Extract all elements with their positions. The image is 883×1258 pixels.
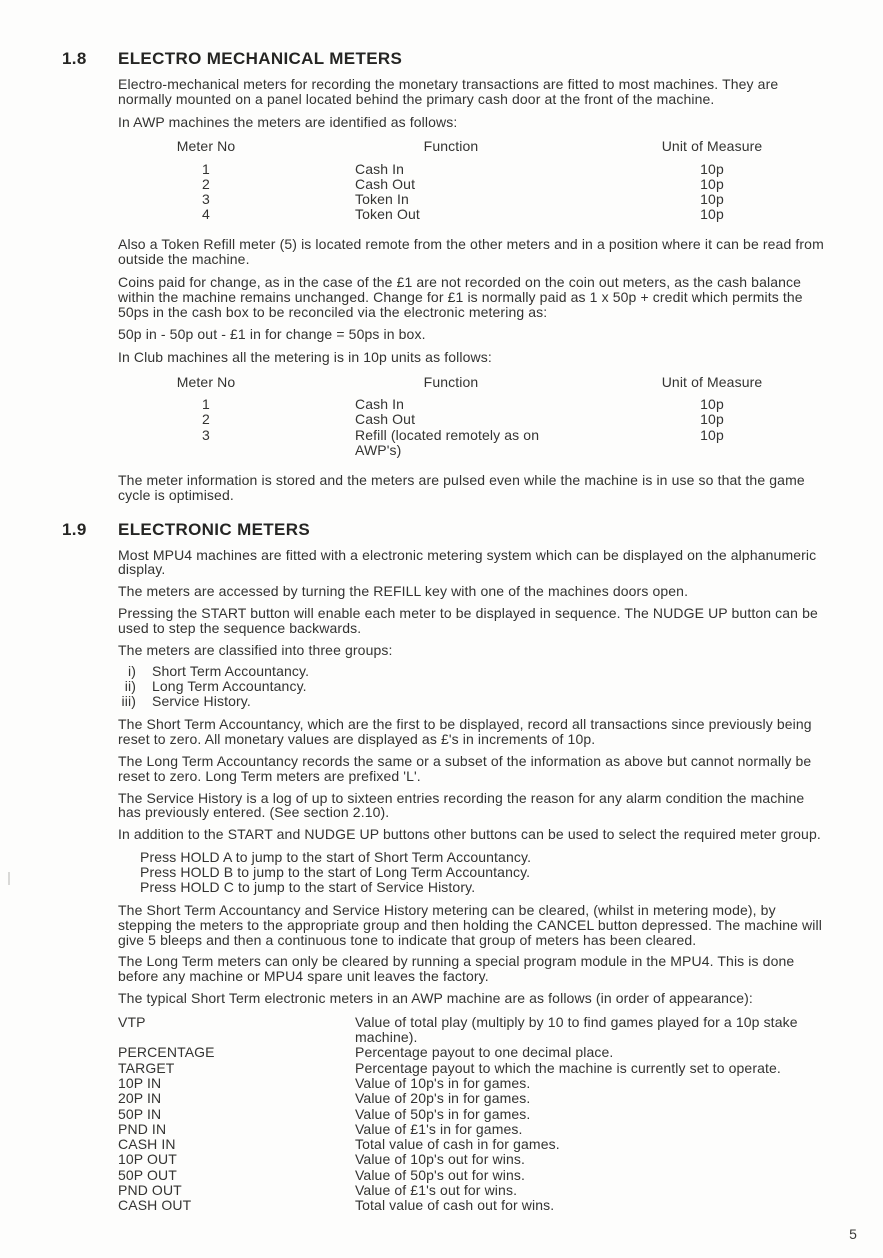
table-row [146,192,826,207]
column-header-unit: Unit of Measure [661,138,763,155]
awp-meters-table [146,139,826,222]
meter-definition-row [118,1168,826,1183]
section-heading [62,49,826,68]
list-marker: iii) [121,693,136,710]
club-meters-table [146,375,826,458]
paragraph: The meter information is stored and the meters are pulsed even while the machine is in use so that the game cycle is optimised. [118,472,805,503]
meter-description: Percentage payout to which the machine is currently set to operate. [355,1059,781,1076]
table-row [146,428,826,458]
meter-definition-row [118,1091,826,1106]
paragraph: Most MPU4 machines are fitted with a electronic metering system which can be displayed on the alphanumeric display. [118,546,817,578]
cell-unit: 10p [700,411,724,428]
table-header-row [146,139,826,154]
section-title: ELECTRONIC METERS [118,519,311,539]
cell-function: Cash Out [355,175,416,192]
meter-name: 50P OUT [118,1166,177,1183]
paragraph: The typical Short Term electronic meters in an AWP machine are as follows (in order of appearance): [118,989,753,1006]
cell-meter-no: 1 [202,396,210,413]
table-row [146,397,826,412]
cell-function: Token Out [355,206,420,223]
short-term-meters-list [118,1015,826,1214]
paragraph: The Long Term Accountancy records the same or a subset of the information as above but cannot normally be reset to zero. Long Term meters are prefixed 'L'. [118,752,812,784]
meter-definition-row [118,1015,826,1046]
meter-name: 10P IN [118,1074,162,1091]
meter-definition-row [118,1183,826,1198]
column-header-function: Function [423,373,479,390]
meter-name: 10P OUT [118,1151,177,1168]
cell-meter-no: 2 [202,175,210,192]
cell-function: Cash In [355,160,405,177]
meter-name: 50P IN [118,1105,162,1122]
meter-description: Total value of cash in for games. [355,1136,560,1153]
meter-description: Total value of cash out for wins. [355,1197,555,1214]
meter-definition-row [118,1045,826,1060]
table-row [146,162,826,177]
paragraph: In Club machines all the metering is in 10p units as follows: [118,349,492,366]
paragraph: Pressing the START button will enable each meter to be displayed in sequence. The NUDGE UP button can be used to step the sequence backwards. [118,604,818,636]
paragraph: In AWP machines the meters are identified as follows: [118,113,458,130]
meter-definition-row [118,1061,826,1076]
cell-function: Refill (located remotely as on AWP's) [355,426,540,458]
cell-meter-no: 1 [202,160,210,177]
meter-description: Value of 50p's out for wins. [355,1166,525,1183]
meter-definition-row [118,1122,826,1137]
cell-meter-no: 4 [202,206,210,223]
meter-description: Value of 10p's in for games. [355,1074,531,1091]
paragraph: The Short Term Accountancy, which are the first to be displayed, record all transactions since previously being reset to zero. All monetary values are displayed as £'s in increments of 10p. [118,716,812,748]
hold-button-instructions [140,850,826,895]
cell-function: Cash Out [355,411,416,428]
meter-definition-row [118,1198,826,1213]
cell-unit: 10p [700,396,724,413]
meter-name: PND OUT [118,1182,182,1198]
meter-name: TARGET [118,1059,175,1076]
list-label: Long Term Accountancy. [152,678,307,695]
list-item [118,694,826,709]
paragraph: The meters are accessed by turning the REFILL key with one of the machines doors open. [118,583,689,600]
cell-function: Token In [355,191,409,207]
cell-meter-no: 3 [202,426,210,443]
instruction-line: Press HOLD A to jump to the start of Short Term Accountancy. [140,848,532,865]
paragraph: The meters are classified into three groups: [118,641,393,658]
table-header-row [146,375,826,390]
table-row [146,207,826,222]
list-item [118,664,826,679]
section-heading [62,519,826,539]
meter-name: CASH OUT [118,1197,192,1214]
meter-definition-row [118,1107,826,1122]
cell-unit: 10p [700,160,724,177]
meter-definition-row [118,1152,826,1167]
paragraph: The Service History is a log of up to sixteen entries recording the reason for any alarm condition the machine has previously entered. (See section 2.10). [118,789,805,821]
meter-name: 20P IN [118,1090,162,1107]
cell-unit: 10p [700,206,724,223]
cell-unit: 10p [700,426,724,443]
cell-unit: 10p [700,191,724,207]
list-item [118,679,826,694]
meter-description: Value of £1's in for games. [355,1120,523,1137]
metering-formula: 50p in - 50p out - £1 in for change = 50ps in box. [118,326,426,343]
paragraph: Also a Token Refill meter (5) is located remote from the other meters and in a position where it can be read from outside the machine. [118,236,824,268]
cell-meter-no: 2 [202,411,210,428]
list-label: Short Term Accountancy. [152,663,310,680]
meter-groups-list [118,664,826,709]
meter-name: CASH IN [118,1136,176,1153]
column-header-meter-no: Meter No [176,138,236,155]
meter-description: Percentage payout to one decimal place. [355,1044,614,1061]
section-number: 1.8 [62,49,87,68]
paragraph: Electro-mechanical meters for recording the monetary transactions are fitted to most machines. They are normally mounted on a panel located behind the primary cash door at the front of the machine. [118,76,779,107]
column-header-function: Function [423,138,479,155]
page-number: 5 [849,1226,857,1243]
list-marker: i) [127,663,136,680]
paragraph: In addition to the START and NUDGE UP buttons other buttons can be used to select the required meter group. [118,826,821,843]
paragraph: The Short Term Accountancy and Service History metering can be cleared, (whilst in metering mode), by stepping the meters to the appropriate group and then holding the CANCEL button depressed. The machine will give 5 bleeps and then a continuous tone to indicate that group of meters has been cleared. [118,901,822,948]
section-title: ELECTRO MECHANICAL METERS [118,49,403,68]
meter-description: Value of 50p's in for games. [355,1105,531,1122]
list-marker: ii) [124,678,136,695]
column-header-meter-no: Meter No [176,373,236,390]
meter-name: PND IN [118,1120,167,1137]
cell-function: Cash In [355,396,405,413]
meter-name: VTP [118,1013,146,1030]
meter-description: Value of £1's out for wins. [355,1182,518,1198]
meter-description: Value of 20p's in for games. [355,1090,531,1107]
meter-description: Value of 10p's out for wins. [355,1151,525,1168]
section-electro-mechanical-meters [62,49,826,503]
instruction-line: Press HOLD B to jump to the start of Long Term Accountancy. [140,863,531,880]
meter-definition-row [118,1076,826,1091]
scan-artifact-mark [8,872,10,885]
list-label: Service History. [152,693,251,710]
cell-unit: 10p [700,175,724,192]
table-row [146,412,826,427]
page-content [62,49,826,1214]
table-row [146,177,826,192]
section-number: 1.9 [62,519,87,539]
column-header-unit: Unit of Measure [661,373,763,390]
paragraph: Coins paid for change, as in the case of the £1 are not recorded on the coin out meters, as the cash balance within the machine remains unchanged. Change for £1 is normally paid as 1 x 50p + credit which permits the 50ps in the cash box to be reconciled via the electronic metering as: [118,274,803,320]
meter-name: PERCENTAGE [118,1044,215,1061]
section-electronic-meters [62,519,826,1214]
meter-definition-row [118,1137,826,1152]
instruction-line: Press HOLD C to jump to the start of Service History. [140,878,476,895]
meter-description: Value of total play (multiply by 10 to find games played for a 10p stake machine). [355,1013,798,1046]
cell-meter-no: 3 [202,191,210,207]
paragraph: The Long Term meters can only be cleared by running a special program module in the MPU4. This is done before any machine or MPU4 spare unit leaves the factory. [118,953,795,985]
